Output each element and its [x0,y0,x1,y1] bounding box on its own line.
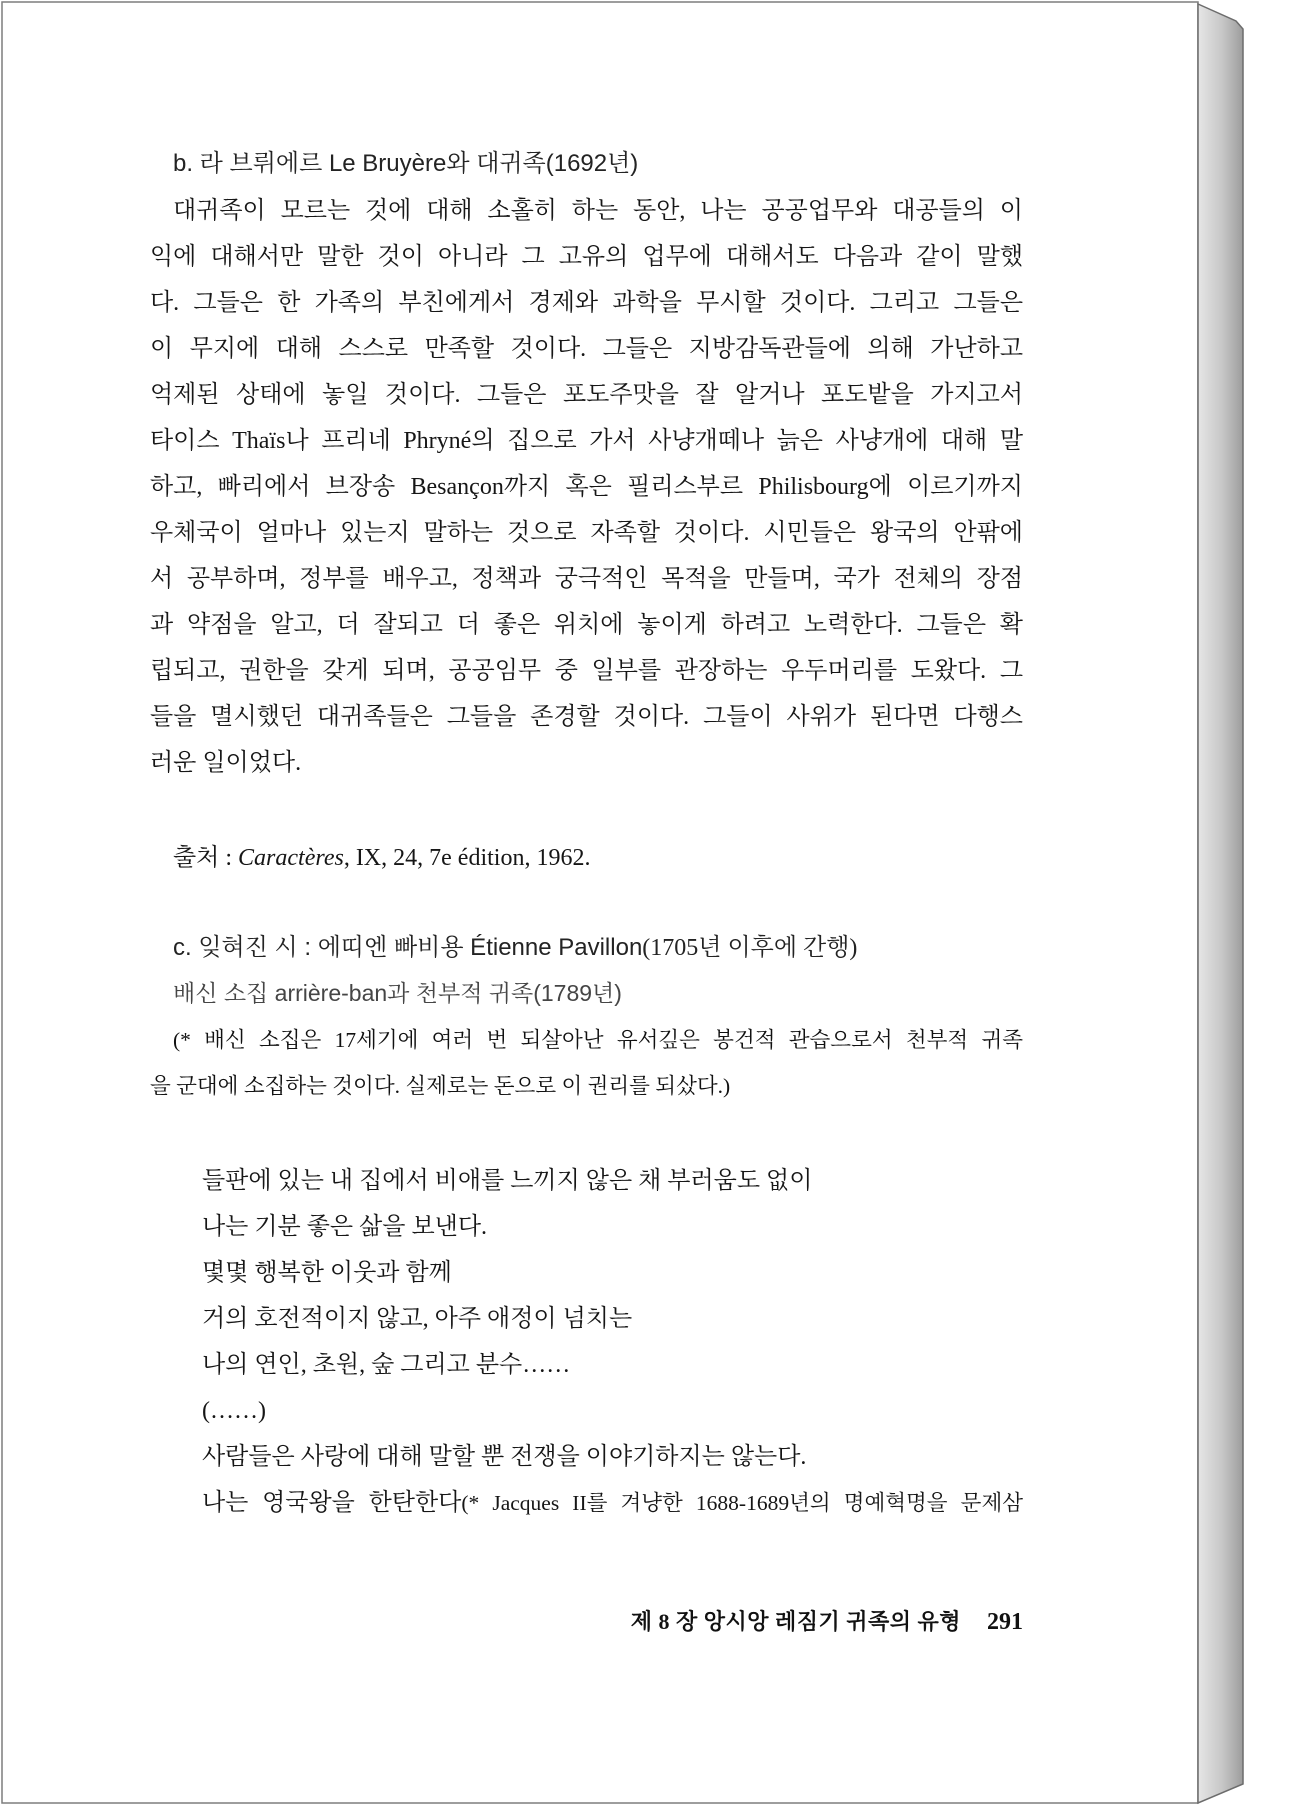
paragraph-line: 하고, 빠리에서 브장송 Besançon까지 혹은 필리스부르 Philisbourg에 이르기까지 [150,474,1023,500]
poem-line: 거의 호전적이지 않고, 아주 애정이 넘치는 [202,1306,633,1332]
page-edge [1198,4,1243,1803]
section-c-heading-title: c. 잊혀진 시 : 에띠엔 빠비용 Étienne Pavillon [173,934,643,961]
page-number: 291 [987,1609,1023,1635]
poem-line: (……) [202,1398,266,1424]
section-c-subheading: 배신 소집 arrière-ban과 천부적 귀족(1789년) [173,980,622,1006]
poem [202,1158,1023,1526]
section-b-paragraph [150,188,1023,786]
paragraph-line: 과 약점을 알고, 더 잘되고 더 좋은 위치에 놓이게 하려고 노력한다. 그들은 확 [150,612,1023,638]
note-line: (* 배신 소집은 17세기에 여러 번 되살아난 유서깊은 봉건적 관습으로서 천부적 귀족 [173,1028,1023,1052]
section-c-heading [173,925,1023,971]
editor-note [150,1017,1023,1109]
poem-line [202,1480,1023,1526]
paragraph-line: 이 무지에 대해 스스로 만족할 것이다. 그들은 지방감독관들에 의해 가난하고 [150,336,1023,362]
source-citation [173,835,1023,881]
poem-line-note: (* Jacques II를 겨냥한 1688-1689년의 명예혁명을 문제삼 [461,1491,1023,1515]
poem-line: 들판에 있는 내 집에서 비애를 느끼지 않은 채 부러움도 없이 [202,1168,813,1194]
paragraph-line: 우체국이 얼마나 있는지 말하는 것으로 자족할 것이다. 시민들은 왕국의 안팎에 [150,520,1023,546]
poem-line: 사람들은 사랑에 대해 말할 뿐 전쟁을 이야기하지는 않는다. [202,1444,807,1470]
poem-line-text: 나는 영국왕을 한탄한다 [202,1490,462,1516]
poem-line: 몇몇 행복한 이웃과 함께 [202,1260,452,1286]
paragraph-line: 립되고, 권한을 갖게 되며, 공공임무 중 일부를 관장하는 우두머리를 도왔다. 그 [150,658,1023,684]
source-label: 출처 : [173,845,239,871]
section-b-heading: b. 라 브뤼에르 Le Bruyère와 대귀족(1692년) [173,150,639,177]
paragraph-line: 억제된 상태에 놓일 것이다. 그들은 포도주맛을 잘 알거나 포도밭을 가지고서 [150,382,1023,408]
paragraph-line: 들을 멸시했던 대귀족들은 그들을 존경할 것이다. 그들이 사위가 된다면 다행스 [150,704,1023,730]
paragraph-line: 서 공부하며, 정부를 배우고, 정책과 궁극적인 목적을 만들며, 국가 전체의 장점 [150,566,1023,592]
section-c-heading-note: (1705년 이후에 간행) [642,935,858,961]
source-details: , IX, 24, 7e édition, 1962. [343,845,591,871]
poem-line: 나는 기분 좋은 삶을 보낸다. [202,1214,488,1240]
paragraph-line: 러운 일이었다. [150,750,302,776]
running-footer [150,1599,1023,1645]
poem-line: 나의 연인, 초원, 숲 그리고 분수…… [202,1352,571,1378]
paragraph-line: 타이스 Thaïs나 프리네 Phryné의 집으로 가서 사냥개떼나 늙은 사냥개에 대해 말 [150,428,1023,454]
paragraph-line: 대귀족이 모르는 것에 대해 소홀히 하는 동안, 나는 공공업무와 대공들의 이 [173,198,1023,224]
paragraph-line: 다. 그들은 한 가족의 부친에게서 경제와 과학을 무시할 것이다. 그리고 그들은 [150,290,1023,316]
source-title: Caractères [238,845,344,871]
note-line: 을 군대에 소집하는 것이다. 실제로는 돈으로 이 권리를 되샀다.) [150,1074,731,1098]
chapter-title: 제 8 장 앙시앙 레짐기 귀족의 유형 [630,1609,961,1634]
paragraph-line: 익에 대해서만 말한 것이 아니라 그 고유의 업무에 대해서도 다음과 같이 말했 [150,244,1023,270]
